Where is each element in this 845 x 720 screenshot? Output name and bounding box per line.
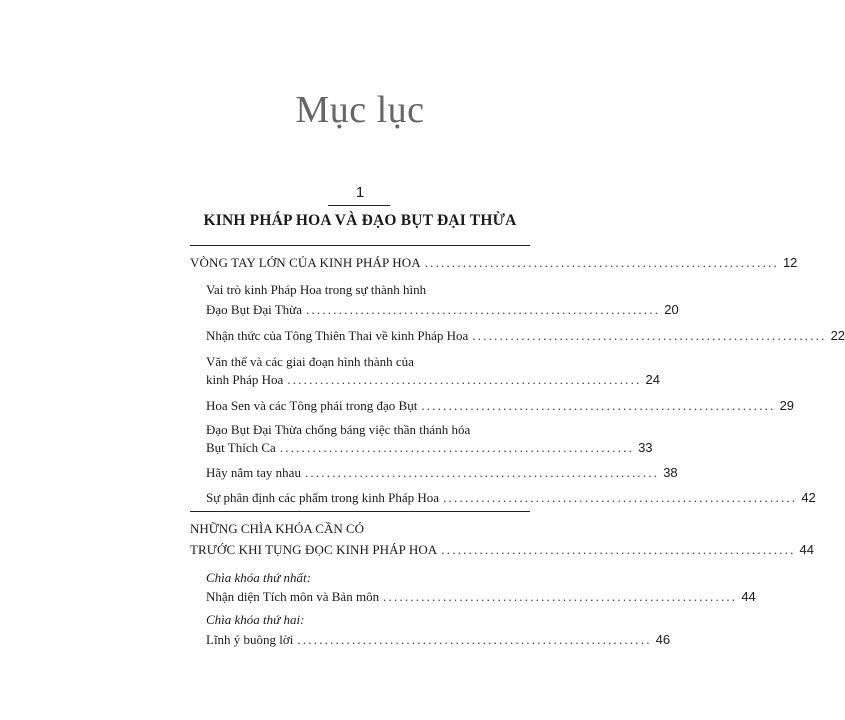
toc-section-title: TRƯỚC KHI TỤNG ĐỌC KINH PHÁP HOA bbox=[190, 542, 438, 557]
toc-entry[interactable] bbox=[206, 372, 660, 388]
toc-page-number: 44 bbox=[799, 542, 815, 557]
page-title: Mục lục bbox=[295, 89, 425, 131]
toc-page-number: 20 bbox=[664, 302, 679, 317]
dot-leader: ................................................................. bbox=[472, 328, 827, 343]
toc-entry-title: kinh Pháp Hoa bbox=[206, 372, 284, 387]
toc-entry-title: Nhận thức của Tông Thiên Thai về kinh Pháp Hoa bbox=[206, 328, 469, 343]
dot-leader: ................................................................. bbox=[305, 302, 661, 317]
toc-entry-line: Đạo Bụt Đại Thừa chống báng việc thần thánh hóa bbox=[206, 422, 471, 437]
toc-entry-title: Hãy nắm tay nhau bbox=[206, 465, 301, 480]
toc-section-heading[interactable] bbox=[190, 255, 798, 271]
dot-leader: ................................................................. bbox=[421, 398, 776, 413]
dot-leader: ................................................................. bbox=[297, 632, 652, 647]
toc-entry[interactable] bbox=[206, 465, 678, 481]
toc-entry-line: Vai trò kinh Pháp Hoa trong sự thành hình bbox=[206, 282, 427, 297]
toc-entry-title: Bụt Thích Ca bbox=[206, 440, 276, 455]
toc-page-number: 22 bbox=[830, 328, 845, 343]
toc-entry-title: Sự phân định các phẩm trong kinh Pháp Hoa bbox=[206, 490, 440, 505]
section-divider bbox=[190, 511, 530, 512]
dot-leader: ................................................................. bbox=[287, 372, 642, 387]
toc-entry-title: Đạo Bụt Đại Thừa bbox=[206, 302, 302, 317]
toc-page-number: 44 bbox=[741, 589, 756, 604]
dot-leader: ................................................................. bbox=[424, 255, 779, 270]
dot-leader: ................................................................. bbox=[279, 440, 635, 455]
toc-page-number: 38 bbox=[663, 465, 678, 480]
dot-leader: ................................................................. bbox=[383, 589, 738, 604]
toc-page-number: 24 bbox=[645, 372, 660, 387]
chapter-title: KINH PHÁP HOA VÀ ĐẠO BỤT ĐẠI THỪA bbox=[203, 212, 517, 229]
section-divider bbox=[190, 245, 530, 246]
toc-entry[interactable] bbox=[206, 440, 653, 456]
toc-entry-prefix: Chìa khóa thứ nhất: bbox=[206, 570, 311, 585]
toc-section-heading[interactable] bbox=[190, 542, 815, 558]
toc-entry-line: Văn thể và các giai đoạn hình thành của bbox=[206, 354, 414, 369]
toc-entry[interactable] bbox=[206, 490, 816, 506]
toc-entry[interactable] bbox=[206, 589, 756, 605]
toc-entry-title: Nhận diện Tích môn và Bản môn bbox=[206, 589, 380, 604]
chapter-number: 1 bbox=[355, 184, 365, 201]
chapter-rule bbox=[328, 205, 390, 206]
toc-entry-title: Hoa Sen và các Tông phái trong đạo Bụt bbox=[206, 398, 418, 413]
dot-leader: ................................................................. bbox=[441, 542, 796, 557]
toc-entry-title: Lĩnh ý buông lời bbox=[206, 632, 294, 647]
toc-section-title-line: NHỮNG CHÌA KHÓA CẦN CÓ bbox=[190, 521, 365, 536]
toc-entry[interactable] bbox=[206, 398, 795, 414]
toc-page-number: 46 bbox=[655, 632, 671, 647]
toc-entry[interactable] bbox=[206, 632, 671, 648]
toc-page-number: 29 bbox=[779, 398, 795, 413]
toc-page-number: 42 bbox=[801, 490, 816, 505]
toc-section-title: VÒNG TAY LỚN CỦA KINH PHÁP HOA bbox=[190, 255, 421, 270]
toc-page-number: 12 bbox=[782, 255, 798, 270]
dot-leader: ................................................................. bbox=[304, 465, 660, 480]
dot-leader: ................................................................. bbox=[443, 490, 798, 505]
toc-entry-prefix: Chìa khóa thứ hai: bbox=[206, 612, 305, 627]
toc-entry[interactable] bbox=[206, 302, 679, 318]
toc-entry[interactable] bbox=[206, 328, 845, 344]
toc-page-number: 33 bbox=[638, 440, 653, 455]
